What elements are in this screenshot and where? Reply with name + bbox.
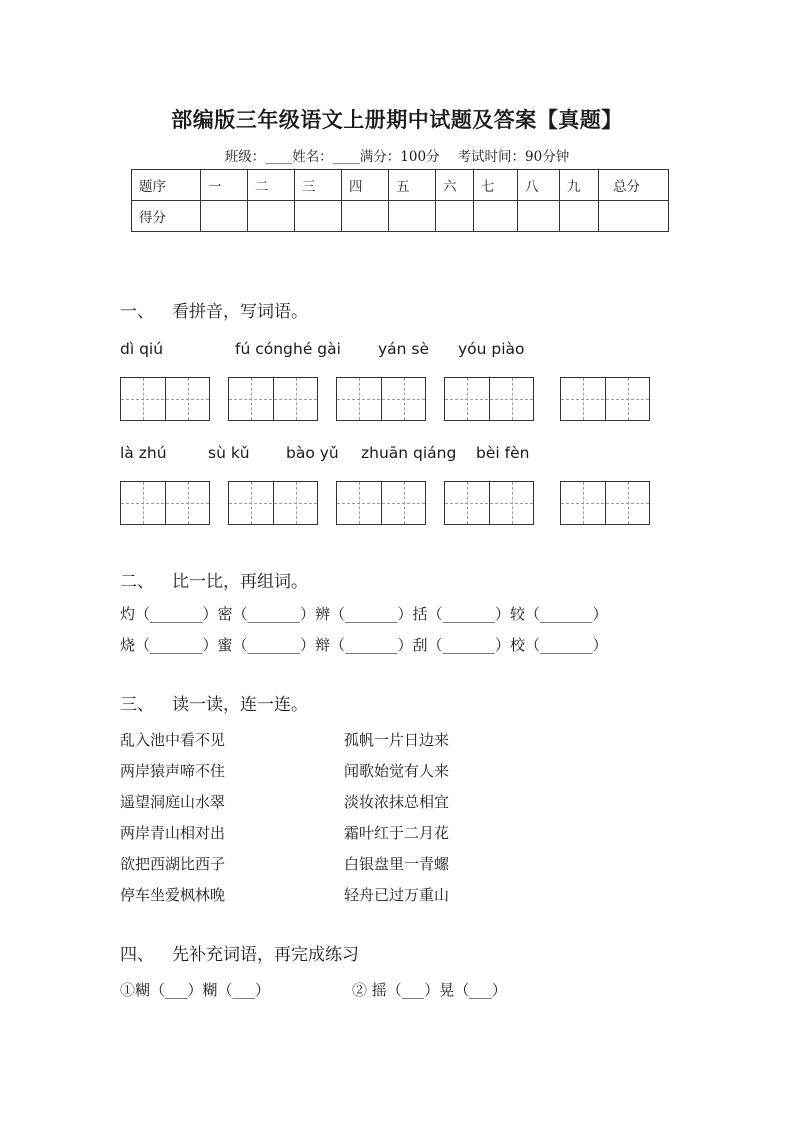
score-cell[interactable] xyxy=(436,201,474,232)
section4-heading xyxy=(120,940,359,965)
name-blank: ____ xyxy=(332,149,360,165)
section3-number: 三、 xyxy=(120,695,154,715)
poem-line-right: 淡妆浓抹总相宜 xyxy=(344,793,450,811)
pinyin-2-4: zhuān qiáng xyxy=(361,444,457,462)
score-cell[interactable] xyxy=(295,201,342,232)
section1-title: 看拼音，写词语。 xyxy=(172,302,308,322)
score-cell[interactable] xyxy=(248,201,295,232)
section2-number: 二、 xyxy=(120,572,154,592)
section1-heading xyxy=(120,297,308,322)
pinyin-1-1: dì qiú xyxy=(120,340,164,358)
score-cell[interactable] xyxy=(560,201,599,232)
score-cell[interactable] xyxy=(518,201,560,232)
poem-line-left: 乱入池中看不见 xyxy=(120,731,226,749)
poem-line-right: 闻歌始觉有人来 xyxy=(344,762,450,780)
score-table-header-row xyxy=(132,170,669,201)
pinyin-2-1: là zhú xyxy=(120,444,167,462)
writing-grid[interactable] xyxy=(228,481,318,525)
pinyin-1-2: fú cóng xyxy=(235,340,293,358)
header-cell: 五 xyxy=(389,170,436,201)
section3-heading xyxy=(120,690,308,715)
exam-info-line xyxy=(0,145,794,165)
writing-grid[interactable] xyxy=(120,481,210,525)
pinyin-2-5: bèi fèn xyxy=(476,444,530,462)
poem-line-left: 两岸青山相对出 xyxy=(120,824,226,842)
writing-grid[interactable] xyxy=(228,377,318,421)
header-cell: 总分 xyxy=(599,170,669,201)
writing-grid[interactable] xyxy=(444,481,534,525)
class-label: 班级： xyxy=(224,149,266,165)
pinyin-1-5: yóu piào xyxy=(458,340,525,358)
poem-line-right: 轻舟已过万重山 xyxy=(344,886,450,904)
section3-title: 读一读，连一连。 xyxy=(172,695,308,715)
class-blank: ____ xyxy=(265,149,293,165)
header-cell: 八 xyxy=(518,170,560,201)
writing-grid[interactable] xyxy=(444,377,534,421)
fill-item-1: ①糊（___）糊（___） xyxy=(120,981,271,999)
section1-number: 一、 xyxy=(120,302,154,322)
writing-grid[interactable] xyxy=(336,481,426,525)
header-cell: 三 xyxy=(295,170,342,201)
score-cell[interactable] xyxy=(342,201,389,232)
fill-item-2: ② 摇（___）晃（___） xyxy=(352,981,507,999)
name-label: 姓名： xyxy=(292,149,333,165)
poem-line-right: 白银盘里一青螺 xyxy=(344,855,450,873)
score-cell[interactable] xyxy=(599,201,669,232)
poem-line-left: 两岸猿声啼不住 xyxy=(120,762,226,780)
header-cell: 七 xyxy=(474,170,518,201)
section4-title: 先补充词语，再完成练习 xyxy=(172,945,359,965)
score-table xyxy=(131,169,669,232)
header-cell: 题序 xyxy=(132,170,201,201)
exam-time: 考试时间：90分钟 xyxy=(457,149,570,165)
writing-grid[interactable] xyxy=(120,377,210,421)
header-cell: 九 xyxy=(560,170,599,201)
score-table-score-row xyxy=(132,201,669,232)
section4-number: 四、 xyxy=(120,945,154,965)
pinyin-1-3: hé gài xyxy=(293,340,341,358)
writing-grid[interactable] xyxy=(560,377,650,421)
pinyin-1-4: yán sè xyxy=(378,340,430,358)
score-cell[interactable] xyxy=(474,201,518,232)
section2-title: 比一比，再组词。 xyxy=(172,572,308,592)
poem-line-left: 欲把西湖比西子 xyxy=(120,855,226,873)
pinyin-2-3: bào yǔ xyxy=(286,444,339,462)
section2-heading xyxy=(120,567,308,592)
header-cell: 一 xyxy=(201,170,248,201)
header-cell: 二 xyxy=(248,170,295,201)
writing-grid[interactable] xyxy=(336,377,426,421)
compare-line-2: 烧（_______）蜜（_______）辩（_______）刮（_______）校（_______） xyxy=(120,636,608,654)
poem-line-right: 霜叶红于二月花 xyxy=(344,824,450,842)
pinyin-2-2: sù kǔ xyxy=(208,444,250,462)
header-cell: 六 xyxy=(436,170,474,201)
compare-line-1: 灼（_______）密（_______）辨（_______）括（_______）较（_______） xyxy=(120,605,608,623)
poem-line-left: 遥望洞庭山水翠 xyxy=(120,793,226,811)
writing-grid[interactable] xyxy=(560,481,650,525)
full-score: 满分：100分 xyxy=(359,149,440,165)
header-cell: 四 xyxy=(342,170,389,201)
score-row-label: 得分 xyxy=(132,201,201,232)
poem-line-right: 孤帆一片日边来 xyxy=(344,731,450,749)
page-title: 部编版三年级语文上册期中试题及答案【真题】 xyxy=(171,107,623,132)
score-cell[interactable] xyxy=(389,201,436,232)
poem-line-left: 停车坐爱枫林晚 xyxy=(120,886,226,904)
score-cell[interactable] xyxy=(201,201,248,232)
